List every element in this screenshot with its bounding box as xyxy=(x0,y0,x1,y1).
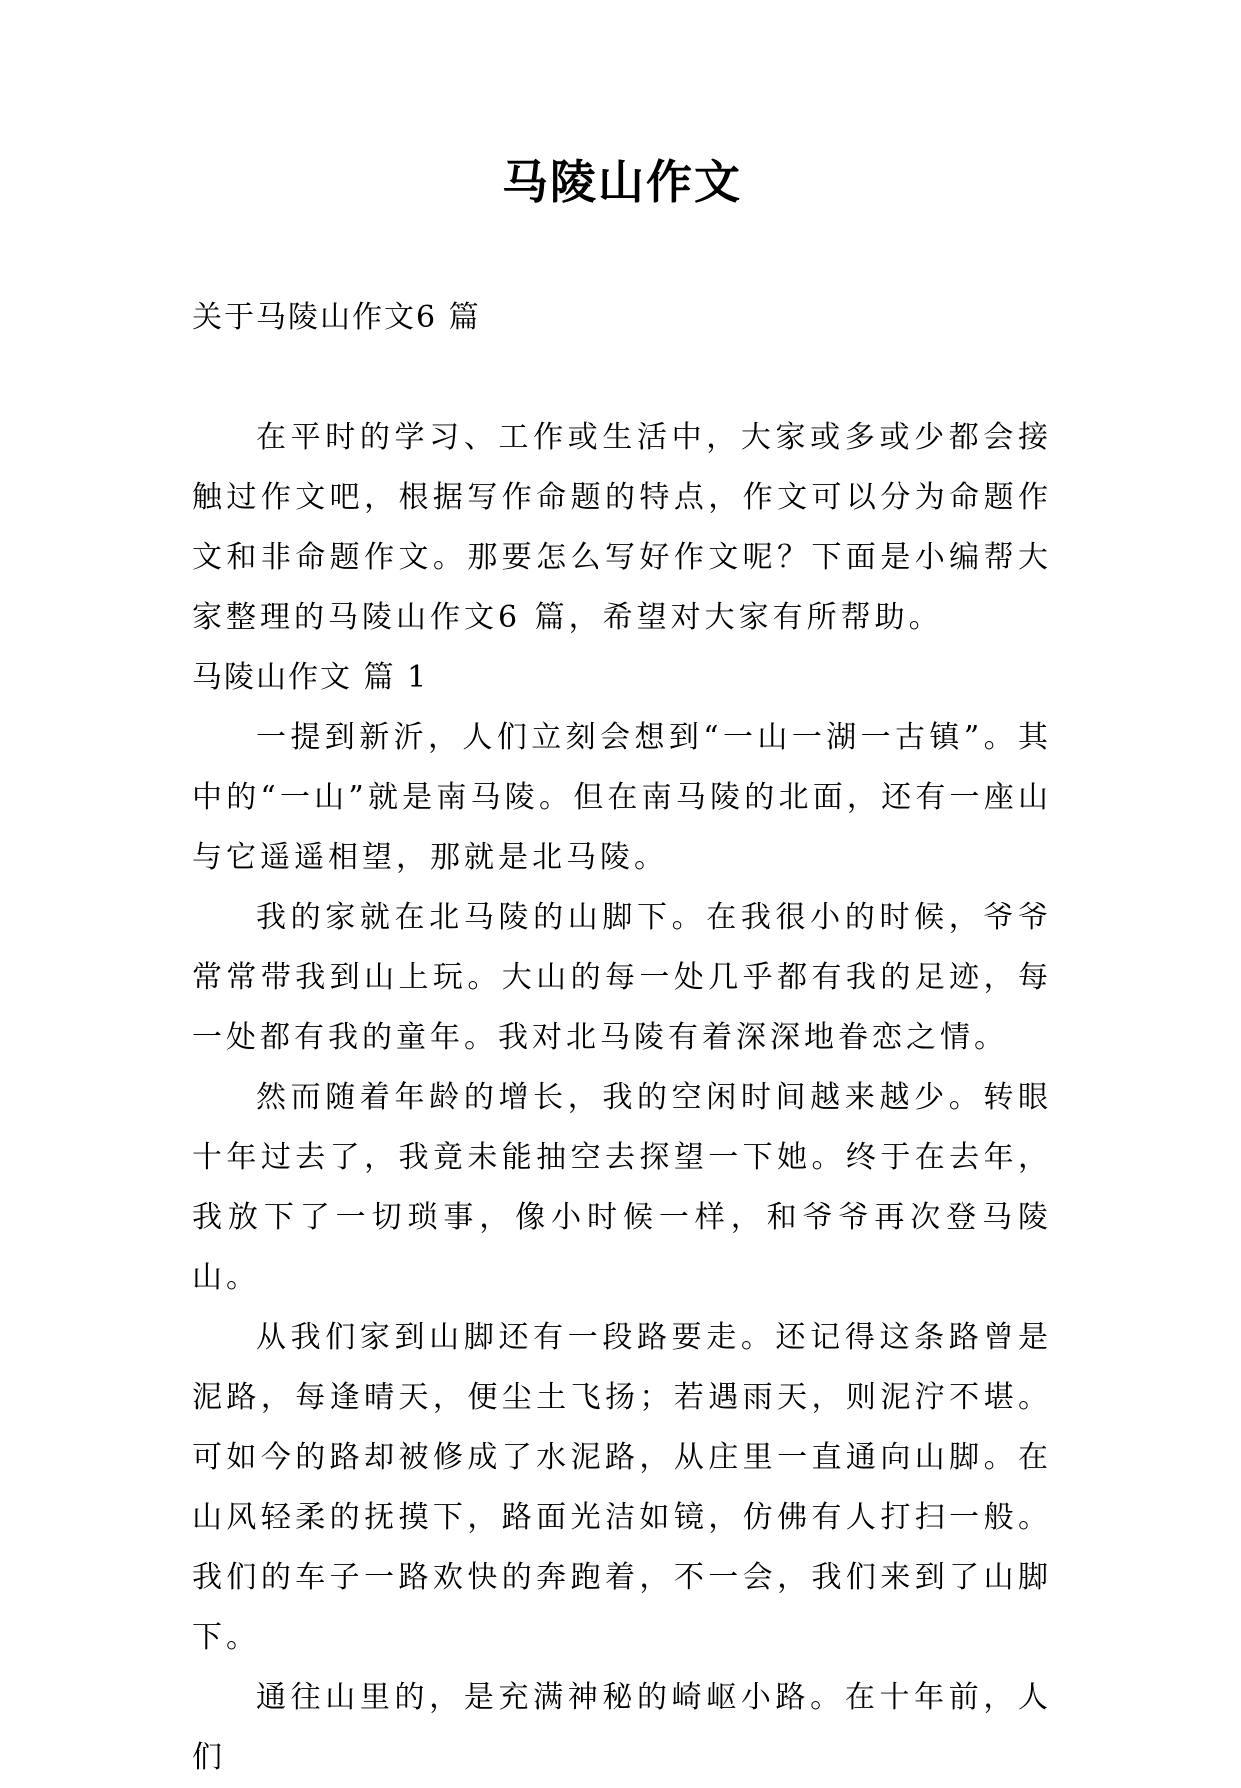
document-title: 马陵山作文 xyxy=(502,155,742,209)
body-paragraph: 然而随着年龄的增长，我的空闲时间越来越少。转眼十年过去了，我竟未能抽空去探望一下她。终于在去年，我放下了一切琐事，像小时候一样，和爷爷再次登马陵山。 xyxy=(192,1080,1052,1295)
body-paragraph: 通往山里的，是充满神秘的崎岖小路。在十年前，人们 xyxy=(192,1680,1052,1775)
body-paragraph: 从我们家到山脚还有一段路要走。还记得这条路曾是泥路，每逢晴天，便尘土飞扬；若遇雨天，则泥泞不堪。可如今的路却被修成了水泥路，从庄里一直通向山脚。在山风轻柔的抚摸下，路面光洁如镜，仿佛有人打扫一般。我们的车子一路欢快的奔跑着，不一会，我们来到了山脚下。 xyxy=(192,1320,1052,1655)
body-paragraph: 一提到新沂，人们立刻会想到“一山一湖一古镇”。其中的“一山”就是南马陵。但在南马陵的北面，还有一座山与它遥遥相望，那就是北马陵。 xyxy=(192,720,1052,875)
intro-paragraph: 在平时的学习、工作或生活中，大家或多或少都会接触过作文吧，根据写作命题的特点，作文可以分为命题作文和非命题作文。那要怎么写好作文呢？下面是小编帮大家整理的马陵山作文6 篇，希望对大家有所帮助。 xyxy=(192,420,1052,635)
body-paragraph: 我的家就在北马陵的山脚下。在我很小的时候，爷爷常常带我到山上玩。大山的每一处几乎都有我的足迹，每一处都有我的童年。我对北马陵有着深深地眷恋之情。 xyxy=(192,900,1052,1055)
document-body xyxy=(192,408,1052,1788)
document-subtitle: 关于马陵山作文6 篇 xyxy=(192,300,481,335)
section-heading: 马陵山作文 篇 1 xyxy=(192,660,429,695)
